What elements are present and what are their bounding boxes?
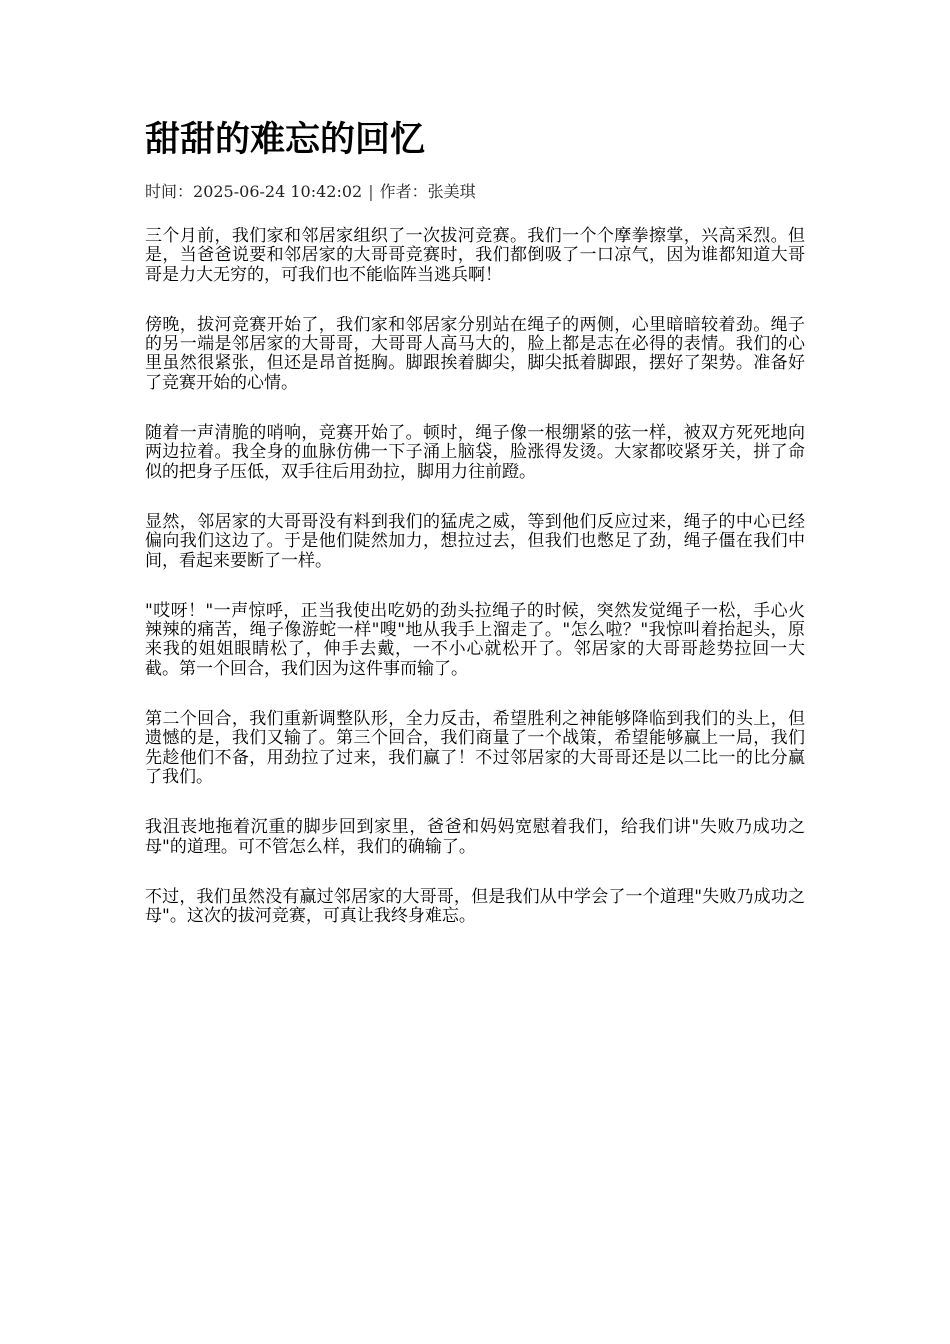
paragraph: 显然，邻居家的大哥哥没有料到我们的猛虎之威，等到他们反应过来，绳子的中心已经偏向我们这边了。于是他们陡然加力，想拉过去，但我们也憋足了劲，绳子僵在我们中间，看起来要断了一样。: [145, 511, 805, 571]
paragraph: 傍晚，拔河竞赛开始了，我们家和邻居家分别站在绳子的两侧，心里暗暗较着劲。绳子的另一端是邻居家的大哥哥，大哥哥人高马大的，脸上都是志在必得的表情。我们的心里虽然很紧张，但还是昂首挺胸。脚跟挨着脚尖，脚尖抵着脚跟，摆好了架势。准备好了竞赛开始的心情。: [145, 314, 805, 393]
time-label: 时间：: [145, 182, 194, 201]
article-meta: [145, 180, 805, 204]
paragraph: 第二个回合，我们重新调整队形，全力反击，希望胜利之神能够降临到我们的头上，但遗憾的是，我们又输了。第三个回合，我们商量了一个战策，希望能够赢上一局，我们先趁他们不备，用劲拉了过来，我们赢了！不过邻居家的大哥哥还是以二比一的比分赢了我们。: [145, 709, 805, 787]
article-page: [145, 112, 805, 957]
article-title: 甜甜的难忘的回忆: [145, 120, 426, 160]
meta-separator: |: [368, 182, 374, 201]
author-value: 张美琪: [427, 182, 476, 201]
paragraph: 随着一声清脆的哨响，竞赛开始了。顿时，绳子像一根绷紧的弦一样，被双方死死地向两边拉着。我全身的血脉仿佛一下子涌上脑袋，脸涨得发烫。大家都咬紧牙关，拼了命似的把身子压低，双手往后用劲拉，脚用力往前蹬。: [145, 423, 805, 482]
paragraph: 我沮丧地拖着沉重的脚步回到家里，爸爸和妈妈宽慰着我们，给我们讲"失败乃成功之母"的道理。可不管怎么样，我们的确输了。: [145, 817, 805, 857]
author-label: 作者：: [379, 182, 428, 201]
paragraph: 不过，我们虽然没有赢过邻居家的大哥哥，但是我们从中学会了一个道理"失败乃成功之母"。这次的拔河竞赛，可真让我终身难忘。: [145, 886, 805, 927]
paragraph: "哎呀！"一声惊呼，正当我使出吃奶的劲头拉绳子的时候，突然发觉绳子一松，手心火辣辣的痛苦，绳子像游蛇一样"嗖"地从我手上溜走了。"怎么啦？"我惊叫着抬起头，原来我的姐姐眼睛松了，伸手去戴，一不小心就松开了。邻居家的大哥哥趁势拉回一大截。第一个回合，我们因为这件事而输了。: [145, 600, 805, 679]
article-body: [145, 227, 805, 926]
time-value: 2025-06-24 10:42:02: [193, 182, 363, 201]
paragraph: 三个月前，我们家和邻居家组织了一次拔河竞赛。我们一个个摩拳擦掌，兴高采烈。但是，当爸爸说要和邻居家的大哥哥竞赛时，我们都倒吸了一口凉气，因为谁都知道大哥哥是力大无穷的，可我们也不能临阵当逃兵啊！: [145, 226, 805, 285]
